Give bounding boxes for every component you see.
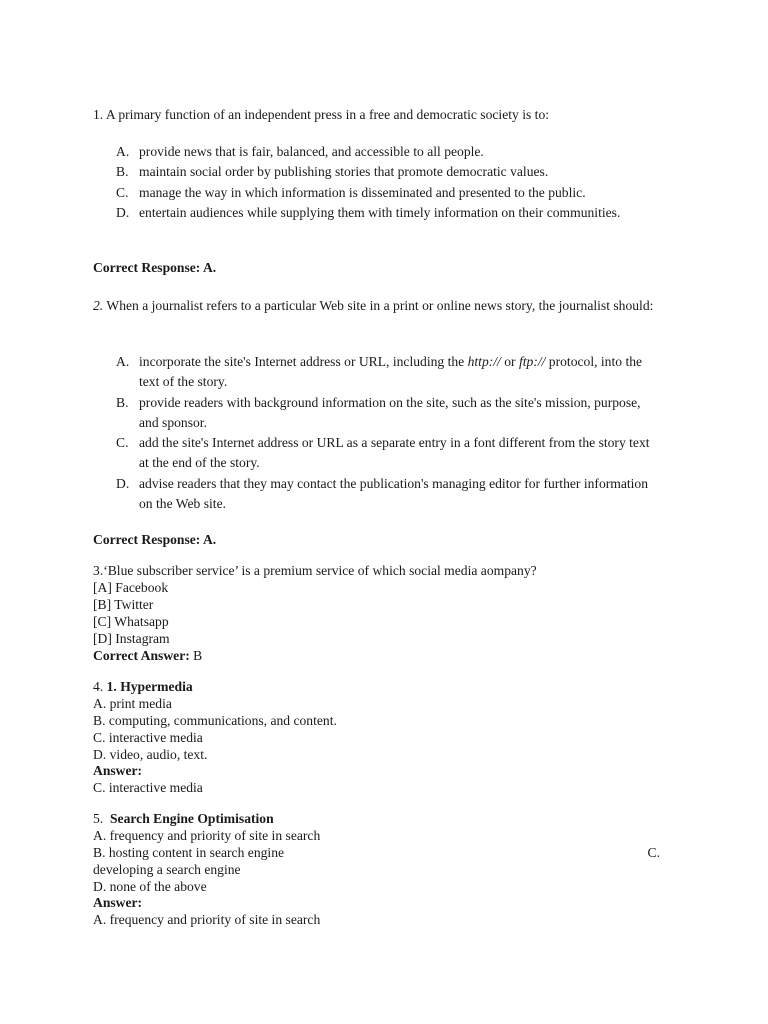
question-5-title: Search Engine Optimisation <box>110 811 274 826</box>
question-2-number: 2. <box>93 298 104 313</box>
question-3-option-a: [A] Facebook <box>93 580 169 595</box>
option-letter: B. <box>116 394 129 410</box>
option-text: provide news that is fair, balanced, and accessible to all people. <box>139 144 484 159</box>
question-4-option-a: A. print media <box>93 696 172 711</box>
question-5-option-c: developing a search engine <box>93 862 241 877</box>
answer-label: Correct Answer: <box>93 648 190 663</box>
question-4 <box>93 678 660 695</box>
answer-label: Answer: <box>93 763 143 778</box>
question-2-correct-response <box>93 530 660 550</box>
correct-response-label: Correct Response: A. <box>93 260 217 275</box>
question-5-option-a: A. frequency and priority of site in search <box>93 828 321 843</box>
question-5-number: 5. <box>93 811 110 826</box>
question-1-correct-response <box>93 258 660 278</box>
answer-label: Answer: <box>93 895 143 910</box>
option-text: add the site's Internet address or URL as a separate entry in a font different from the story text at the end of the story. <box>139 435 650 471</box>
question-2-text: When a journalist refers to a particular Web site in a print or online news story, the journalist should: <box>106 298 654 313</box>
question-2-option-c <box>0 433 660 474</box>
option-letter: C. <box>116 435 129 451</box>
question-4-option-d: D. video, audio, text. <box>93 747 208 762</box>
option-text: provide readers with background information on the site, such as the site's mission, purpose, and sponsor. <box>139 394 641 430</box>
question-1-text: A primary function of an independent press in a free and democratic society is to: <box>105 107 550 122</box>
question-3-answer <box>93 647 660 664</box>
option-text-post: protocol, into the text of the story. <box>139 354 643 390</box>
question-1-number: 1. <box>93 107 104 122</box>
option-letter: D. <box>116 475 130 491</box>
question-4-title: 1. Hypermedia <box>106 679 193 694</box>
question-2-option-a <box>0 352 660 393</box>
option-text-ftp: ftp:// <box>518 354 546 369</box>
option-text: maintain social order by publishing stories that promote democratic values. <box>139 164 549 180</box>
option-letter: A. <box>116 144 130 159</box>
question-5-answer-label <box>93 894 660 911</box>
option-text-pre: incorporate the site's Internet address or URL, including the <box>139 354 468 369</box>
option-letter: C. <box>116 184 129 200</box>
option-letter: A. <box>116 354 130 369</box>
correct-response-label: Correct Response: A. <box>93 532 217 547</box>
question-1-options <box>0 142 660 223</box>
question-5-answer-value: A. frequency and priority of site in search <box>93 912 321 927</box>
question-3-option-b: [B] Twitter <box>93 597 154 612</box>
question-5-option-d: D. none of the above <box>93 879 207 894</box>
option-text-http: http:// <box>467 354 501 369</box>
option-text-mid: or <box>500 354 519 369</box>
question-3: 3.‘Blue subscriber service’ is a premium service of which social media aompany? <box>93 563 537 578</box>
question-5-option-b: B. hosting content in search engine <box>93 845 285 860</box>
question-1-option-d <box>0 203 660 223</box>
question-1-option-b <box>0 162 660 182</box>
question-3-option-c: [C] Whatsapp <box>93 614 169 629</box>
option-text: manage the way in which information is disseminated and presented to the public. <box>139 184 586 200</box>
option-text: entertain audiences while supplying them with timely information on their communities. <box>139 204 621 220</box>
answer-value: B <box>189 648 203 663</box>
question-4-number: 4. <box>93 679 107 694</box>
option-letter: B. <box>116 164 129 180</box>
option-text: advise readers that they may contact the publication's managing editor for further information on the Web site. <box>139 475 649 512</box>
question-1-option-a <box>0 142 660 162</box>
question-5-option-b-row <box>93 844 660 861</box>
question-1 <box>93 105 660 125</box>
question-5 <box>93 810 660 827</box>
question-4-option-c: C. interactive media <box>93 730 203 745</box>
question-2-option-b <box>0 393 660 434</box>
question-2-option-d <box>0 474 660 515</box>
option-letter: D. <box>116 204 130 220</box>
question-4-option-b: B. computing, communications, and content. <box>93 713 337 728</box>
question-2 <box>93 295 660 316</box>
question-2-options <box>0 352 660 514</box>
question-1-option-c <box>0 183 660 203</box>
question-3-option-d: [D] Instagram <box>93 631 170 646</box>
question-4-answer-label <box>93 762 660 779</box>
question-4-answer-value: C. interactive media <box>93 780 203 795</box>
question-5-option-c-letter: C. <box>647 845 660 860</box>
